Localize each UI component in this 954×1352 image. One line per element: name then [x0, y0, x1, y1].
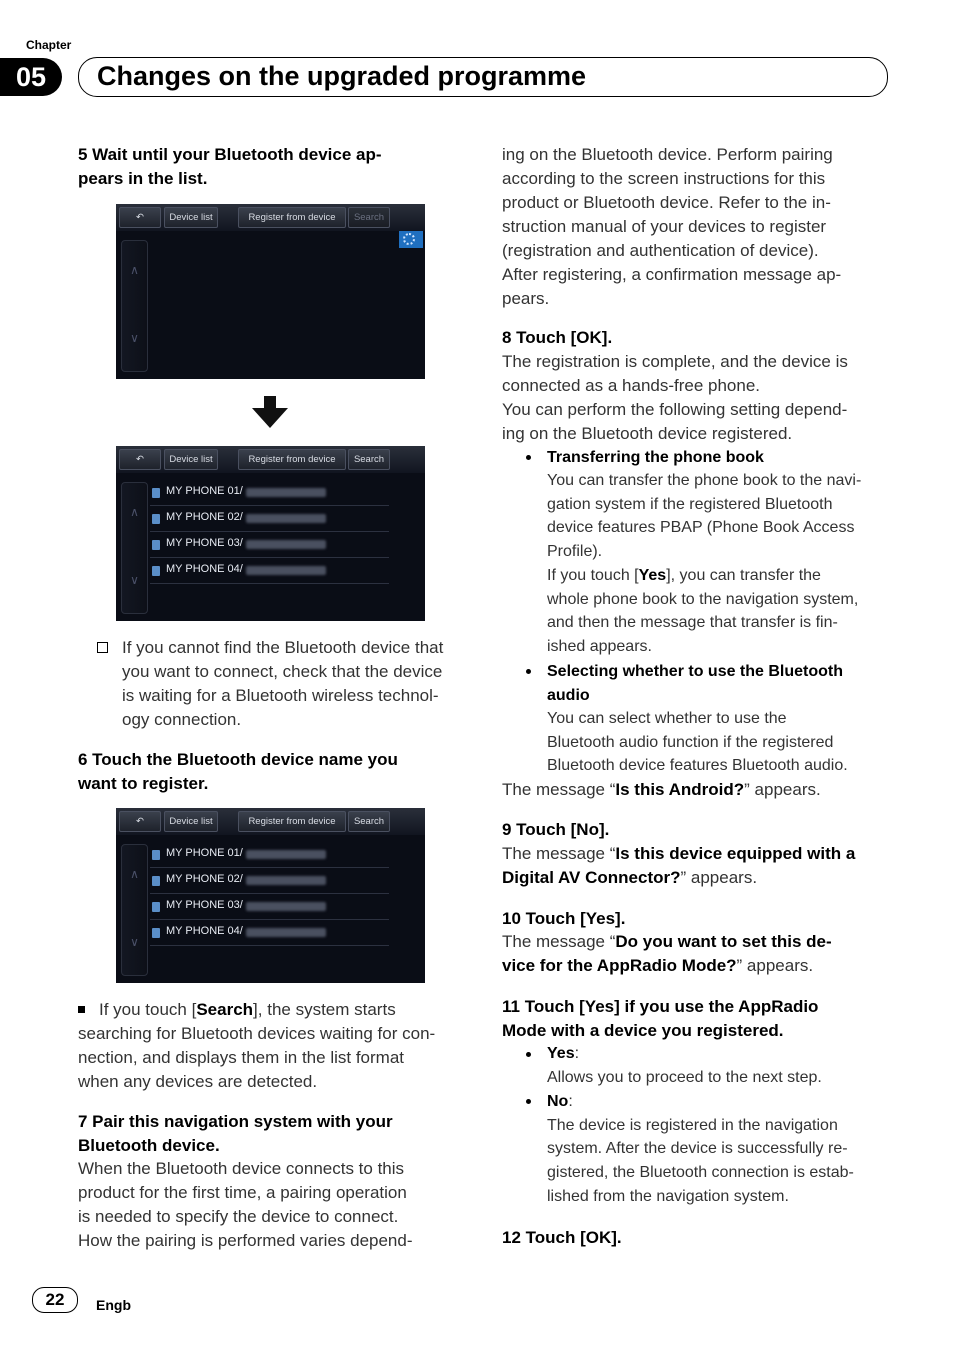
step-7-continued — [502, 143, 841, 311]
body-bold: Do you want to set this de- — [615, 932, 832, 951]
screenshot-searching — [116, 204, 425, 379]
body-line: Allows you to proceed to the next step. — [547, 1068, 822, 1086]
body-line: lished from the navigation system. — [547, 1187, 789, 1205]
body-line: gation system if the registered Bluetooth — [547, 495, 833, 513]
body-line — [502, 930, 832, 954]
body-text: : — [568, 1093, 573, 1110]
bullet-icon — [526, 1099, 531, 1104]
body-line: device features PBAP (Phone Book Access — [547, 519, 855, 537]
body-line: ing on the Bluetooth device. Perform pairing — [502, 145, 833, 164]
page-number: 22 — [32, 1287, 78, 1313]
bullet-1-title: Transferring the phone book — [547, 449, 764, 466]
body-line: When the Bluetooth device connects to this — [78, 1159, 405, 1178]
step-7-line: 7 Pair this navigation system with your — [78, 1112, 393, 1131]
chapter-label: Chapter — [26, 38, 72, 52]
screenshot-device-list — [116, 446, 425, 621]
device-row[interactable] — [150, 921, 389, 946]
message-digital-av — [502, 842, 855, 890]
search-button[interactable]: Search — [348, 811, 390, 832]
step-8-heading: 8 Touch [OK]. — [502, 328, 613, 347]
device-row[interactable] — [150, 507, 389, 532]
body-text: The message “ — [502, 780, 616, 799]
device-list-tab[interactable]: Device list — [164, 207, 218, 228]
body-line: product or Bluetooth device. Refer to the in- — [502, 193, 831, 212]
back-button[interactable]: ↶ — [119, 207, 161, 228]
body-line: ished appears. — [547, 637, 652, 655]
step-6-line: 6 Touch the Bluetooth device name you — [78, 750, 398, 769]
body-bold: Is this Android? — [615, 780, 745, 799]
title-line: audio — [547, 687, 590, 704]
step-9-heading: 9 Touch [No]. — [502, 820, 610, 839]
scroll-panel[interactable] — [121, 482, 148, 614]
body-bold: Is this device equipped with a — [615, 844, 856, 863]
note-1 — [122, 636, 443, 732]
scroll-down-icon[interactable]: ∨ — [130, 935, 139, 949]
device-list-tab[interactable]: Device list — [164, 811, 218, 832]
note-line: is waiting for a Bluetooth wireless technol- — [122, 686, 439, 705]
body-text: ], you can transfer the — [666, 566, 821, 584]
blurred-address — [246, 514, 326, 523]
device-row[interactable] — [150, 869, 389, 894]
step-11-heading — [502, 995, 818, 1043]
screenshot-device-list-select — [116, 808, 425, 983]
body-line: You can perform the following setting depend- — [502, 400, 848, 419]
page-title: Changes on the upgraded programme — [97, 61, 587, 91]
device-name: MY PHONE 02/ — [166, 511, 243, 523]
body-line — [547, 1042, 822, 1066]
device-row[interactable] — [150, 843, 389, 868]
bullet-icon — [526, 1052, 531, 1057]
blurred-address — [246, 540, 326, 549]
body-line: (registration and authentication of device). — [502, 241, 819, 260]
chapter-number: 05 — [0, 58, 62, 96]
body-line: After registering, a confirmation message ap- — [502, 265, 842, 284]
step-6-heading — [78, 748, 398, 796]
bullet-2-title — [547, 660, 843, 708]
body-line: is needed to specify the device to connect. — [78, 1207, 399, 1226]
body-line: whole phone book to the navigation system, — [547, 590, 859, 608]
language-code: Engb — [96, 1297, 131, 1313]
phone-icon — [152, 540, 160, 550]
option-yes — [547, 1042, 822, 1089]
message-android — [502, 778, 821, 802]
bullet-1-body — [547, 469, 861, 659]
option-label: No — [547, 1093, 569, 1110]
option-no — [547, 1090, 854, 1209]
scroll-up-icon[interactable]: ∧ — [130, 867, 139, 881]
phone-icon — [152, 876, 160, 886]
device-name: MY PHONE 03/ — [166, 899, 243, 911]
step-8-body — [502, 350, 848, 446]
body-line: system. After the device is successfully re- — [547, 1140, 848, 1158]
device-row[interactable] — [150, 481, 389, 506]
body-line — [547, 1090, 854, 1114]
blurred-address — [246, 902, 326, 911]
body-text: ” appears. — [680, 868, 758, 887]
phone-icon — [152, 902, 160, 912]
note-checkbox-icon — [97, 642, 108, 653]
device-row[interactable] — [150, 533, 389, 558]
note-line: ogy connection. — [122, 710, 242, 729]
body-line — [502, 954, 832, 978]
body-line: Profile). — [547, 543, 603, 561]
note-bold: Search — [196, 1000, 254, 1019]
body-line: gistered, the Bluetooth connection is estab- — [547, 1164, 854, 1182]
note-2 — [78, 998, 458, 1094]
message-appradio — [502, 930, 832, 978]
body-line: pears. — [502, 289, 550, 308]
note-line — [78, 998, 458, 1022]
body-bold: Yes — [638, 566, 667, 584]
note-line: nection, and displays them in the list format — [78, 1048, 404, 1067]
register-from-device-button[interactable]: Register from device — [238, 207, 346, 228]
step-5-line: 5 Wait until your Bluetooth device ap- — [78, 145, 382, 164]
scroll-down-icon[interactable]: ∨ — [130, 573, 139, 587]
register-from-device-button[interactable]: Register from device — [238, 449, 346, 470]
scroll-up-icon[interactable]: ∧ — [130, 505, 139, 519]
body-bold: Digital AV Connector? — [502, 868, 681, 887]
body-line: Bluetooth audio function if the registered — [547, 733, 834, 751]
step-10-heading: 10 Touch [Yes]. — [502, 909, 626, 928]
bullet-icon — [526, 669, 531, 674]
step-11-line: 11 Touch [Yes] if you use the AppRadio — [502, 997, 819, 1016]
search-button[interactable]: Search — [348, 449, 390, 470]
body-line: and then the message that transfer is fin- — [547, 614, 838, 632]
scroll-down-icon[interactable]: ∨ — [130, 331, 139, 345]
note-line: you want to connect, check that the device — [122, 662, 443, 681]
device-name: MY PHONE 01/ — [166, 485, 243, 497]
device-row[interactable] — [150, 559, 389, 584]
device-name: MY PHONE 03/ — [166, 537, 243, 549]
blurred-address — [246, 876, 326, 885]
option-label: Yes — [547, 1045, 575, 1062]
title-line: Selecting whether to use the Bluetooth — [547, 663, 844, 680]
phone-icon — [152, 928, 160, 938]
blurred-address — [246, 850, 326, 859]
body-line: The device is registered in the navigation — [547, 1116, 838, 1134]
body-line — [502, 866, 855, 890]
body-text: ” appears. — [736, 956, 814, 975]
scroll-panel[interactable] — [121, 844, 148, 976]
square-bullet-icon — [78, 1006, 85, 1013]
note-line: If you cannot find the Bluetooth device that — [122, 638, 444, 657]
step-5-line: pears in the list. — [78, 169, 208, 188]
blurred-address — [246, 928, 326, 937]
device-name: MY PHONE 04/ — [166, 925, 243, 937]
body-text: : — [574, 1045, 580, 1062]
phone-icon — [152, 566, 160, 576]
body-text: If you touch [ — [547, 566, 639, 584]
step-12-heading: 12 Touch [OK]. — [502, 1228, 622, 1247]
bullet-2-body — [547, 707, 848, 778]
body-line: You can transfer the phone book to the navi- — [547, 472, 862, 489]
body-line — [547, 564, 861, 588]
back-button[interactable]: ↶ — [119, 811, 161, 832]
phone-icon — [152, 850, 160, 860]
body-bold: vice for the AppRadio Mode? — [502, 956, 737, 975]
step-5-heading — [78, 143, 382, 191]
blurred-address — [246, 566, 326, 575]
device-name: MY PHONE 04/ — [166, 563, 243, 575]
blurred-address — [246, 488, 326, 497]
body-line: The registration is complete, and the device is — [502, 352, 848, 371]
note-line: searching for Bluetooth devices waiting for con- — [78, 1024, 436, 1043]
register-from-device-button[interactable]: Register from device — [238, 811, 346, 832]
body-line: struction manual of your devices to register — [502, 217, 827, 236]
body-text: The message “ — [502, 932, 616, 951]
body-line: ing on the Bluetooth device registered. — [502, 424, 793, 443]
body-text: ” appears. — [744, 780, 821, 799]
device-name: MY PHONE 02/ — [166, 873, 243, 885]
step-7-body — [78, 1157, 413, 1253]
loading-spinner-icon — [399, 231, 423, 248]
note-text: ], the system starts — [253, 1000, 396, 1019]
body-line: product for the first time, a pairing operation — [78, 1183, 407, 1202]
step-6-line: want to register. — [78, 774, 209, 793]
device-list-tab[interactable]: Device list — [164, 449, 218, 470]
step-7-line: Bluetooth device. — [78, 1136, 220, 1155]
phone-icon — [152, 514, 160, 524]
step-7-heading — [78, 1110, 393, 1158]
scroll-up-icon[interactable]: ∧ — [130, 263, 139, 277]
body-line: connected as a hands-free phone. — [502, 376, 761, 395]
note-line: when any devices are detected. — [78, 1072, 318, 1091]
body-line: How the pairing is performed varies depend- — [78, 1231, 413, 1250]
body-line — [502, 842, 855, 866]
scroll-panel[interactable] — [121, 240, 148, 372]
phone-icon — [152, 488, 160, 498]
device-name: MY PHONE 01/ — [166, 847, 243, 859]
down-arrow-icon — [252, 396, 288, 428]
body-text: The message “ — [502, 844, 616, 863]
body-line: Bluetooth device features Bluetooth audio. — [547, 757, 848, 775]
note-text: If you touch [ — [99, 1000, 197, 1019]
search-button[interactable]: Search — [348, 207, 390, 228]
body-line: according to the screen instructions for this — [502, 169, 826, 188]
device-row[interactable] — [150, 895, 389, 920]
body-line: You can select whether to use the — [547, 710, 787, 727]
bullet-icon — [526, 455, 531, 460]
back-button[interactable]: ↶ — [119, 449, 161, 470]
step-11-line: Mode with a device you registered. — [502, 1021, 784, 1040]
